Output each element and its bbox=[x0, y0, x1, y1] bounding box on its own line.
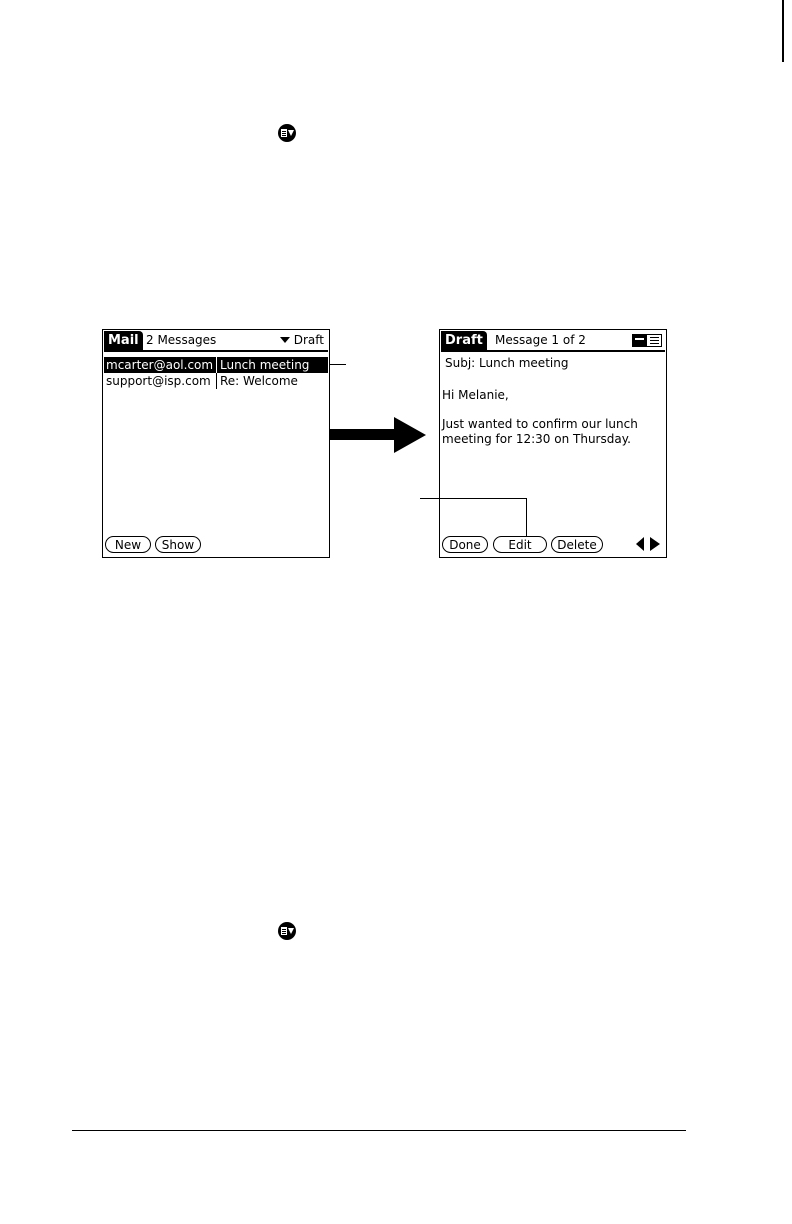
message-row[interactable] bbox=[104, 357, 328, 373]
callout-line bbox=[526, 498, 527, 537]
message-sender: mcarter@aol.com bbox=[106, 358, 214, 372]
callout-line bbox=[420, 498, 527, 499]
message-count: 2 Messages bbox=[146, 333, 217, 347]
message-greeting: Hi Melanie, bbox=[442, 388, 509, 402]
folder-label: Draft bbox=[293, 333, 324, 347]
message-view-screen bbox=[439, 329, 667, 558]
app-title-tab[interactable]: Mail bbox=[104, 331, 143, 350]
font-toggle-icon[interactable] bbox=[632, 334, 662, 347]
delete-button[interactable]: Delete bbox=[551, 536, 603, 553]
message-body-line: meeting for 12:30 on Thursday. bbox=[442, 432, 631, 446]
footer-rule bbox=[72, 1130, 686, 1131]
edit-button[interactable]: Edit bbox=[493, 536, 547, 553]
dropdown-triangle-icon bbox=[280, 337, 290, 343]
show-button[interactable]: Show bbox=[155, 536, 201, 553]
scroll-arrows-icon[interactable] bbox=[636, 537, 660, 551]
message-subject: Re: Welcome bbox=[220, 374, 298, 388]
done-button[interactable]: Done bbox=[442, 536, 488, 553]
message-row[interactable] bbox=[104, 373, 328, 389]
folder-selector[interactable] bbox=[280, 331, 324, 350]
arrow-right-icon bbox=[330, 416, 426, 454]
draft-title-tab[interactable]: Draft bbox=[441, 331, 487, 350]
mail-title-bar bbox=[104, 331, 328, 352]
callout-line bbox=[330, 364, 346, 365]
message-sender: support@isp.com bbox=[106, 374, 211, 388]
column-divider bbox=[216, 357, 217, 373]
message-title-bar bbox=[441, 331, 665, 352]
page-edge-rule bbox=[782, 0, 784, 62]
message-subject: Lunch meeting bbox=[220, 358, 310, 372]
new-button[interactable]: New bbox=[105, 536, 151, 553]
subject-line: Subj: Lunch meeting bbox=[445, 356, 569, 370]
message-position: Message 1 of 2 bbox=[495, 333, 586, 347]
mail-list-screen bbox=[102, 329, 330, 558]
column-divider bbox=[216, 373, 217, 389]
menu-icon bbox=[278, 922, 296, 940]
menu-icon bbox=[278, 124, 296, 142]
message-body-line: Just wanted to confirm our lunch bbox=[442, 417, 638, 431]
